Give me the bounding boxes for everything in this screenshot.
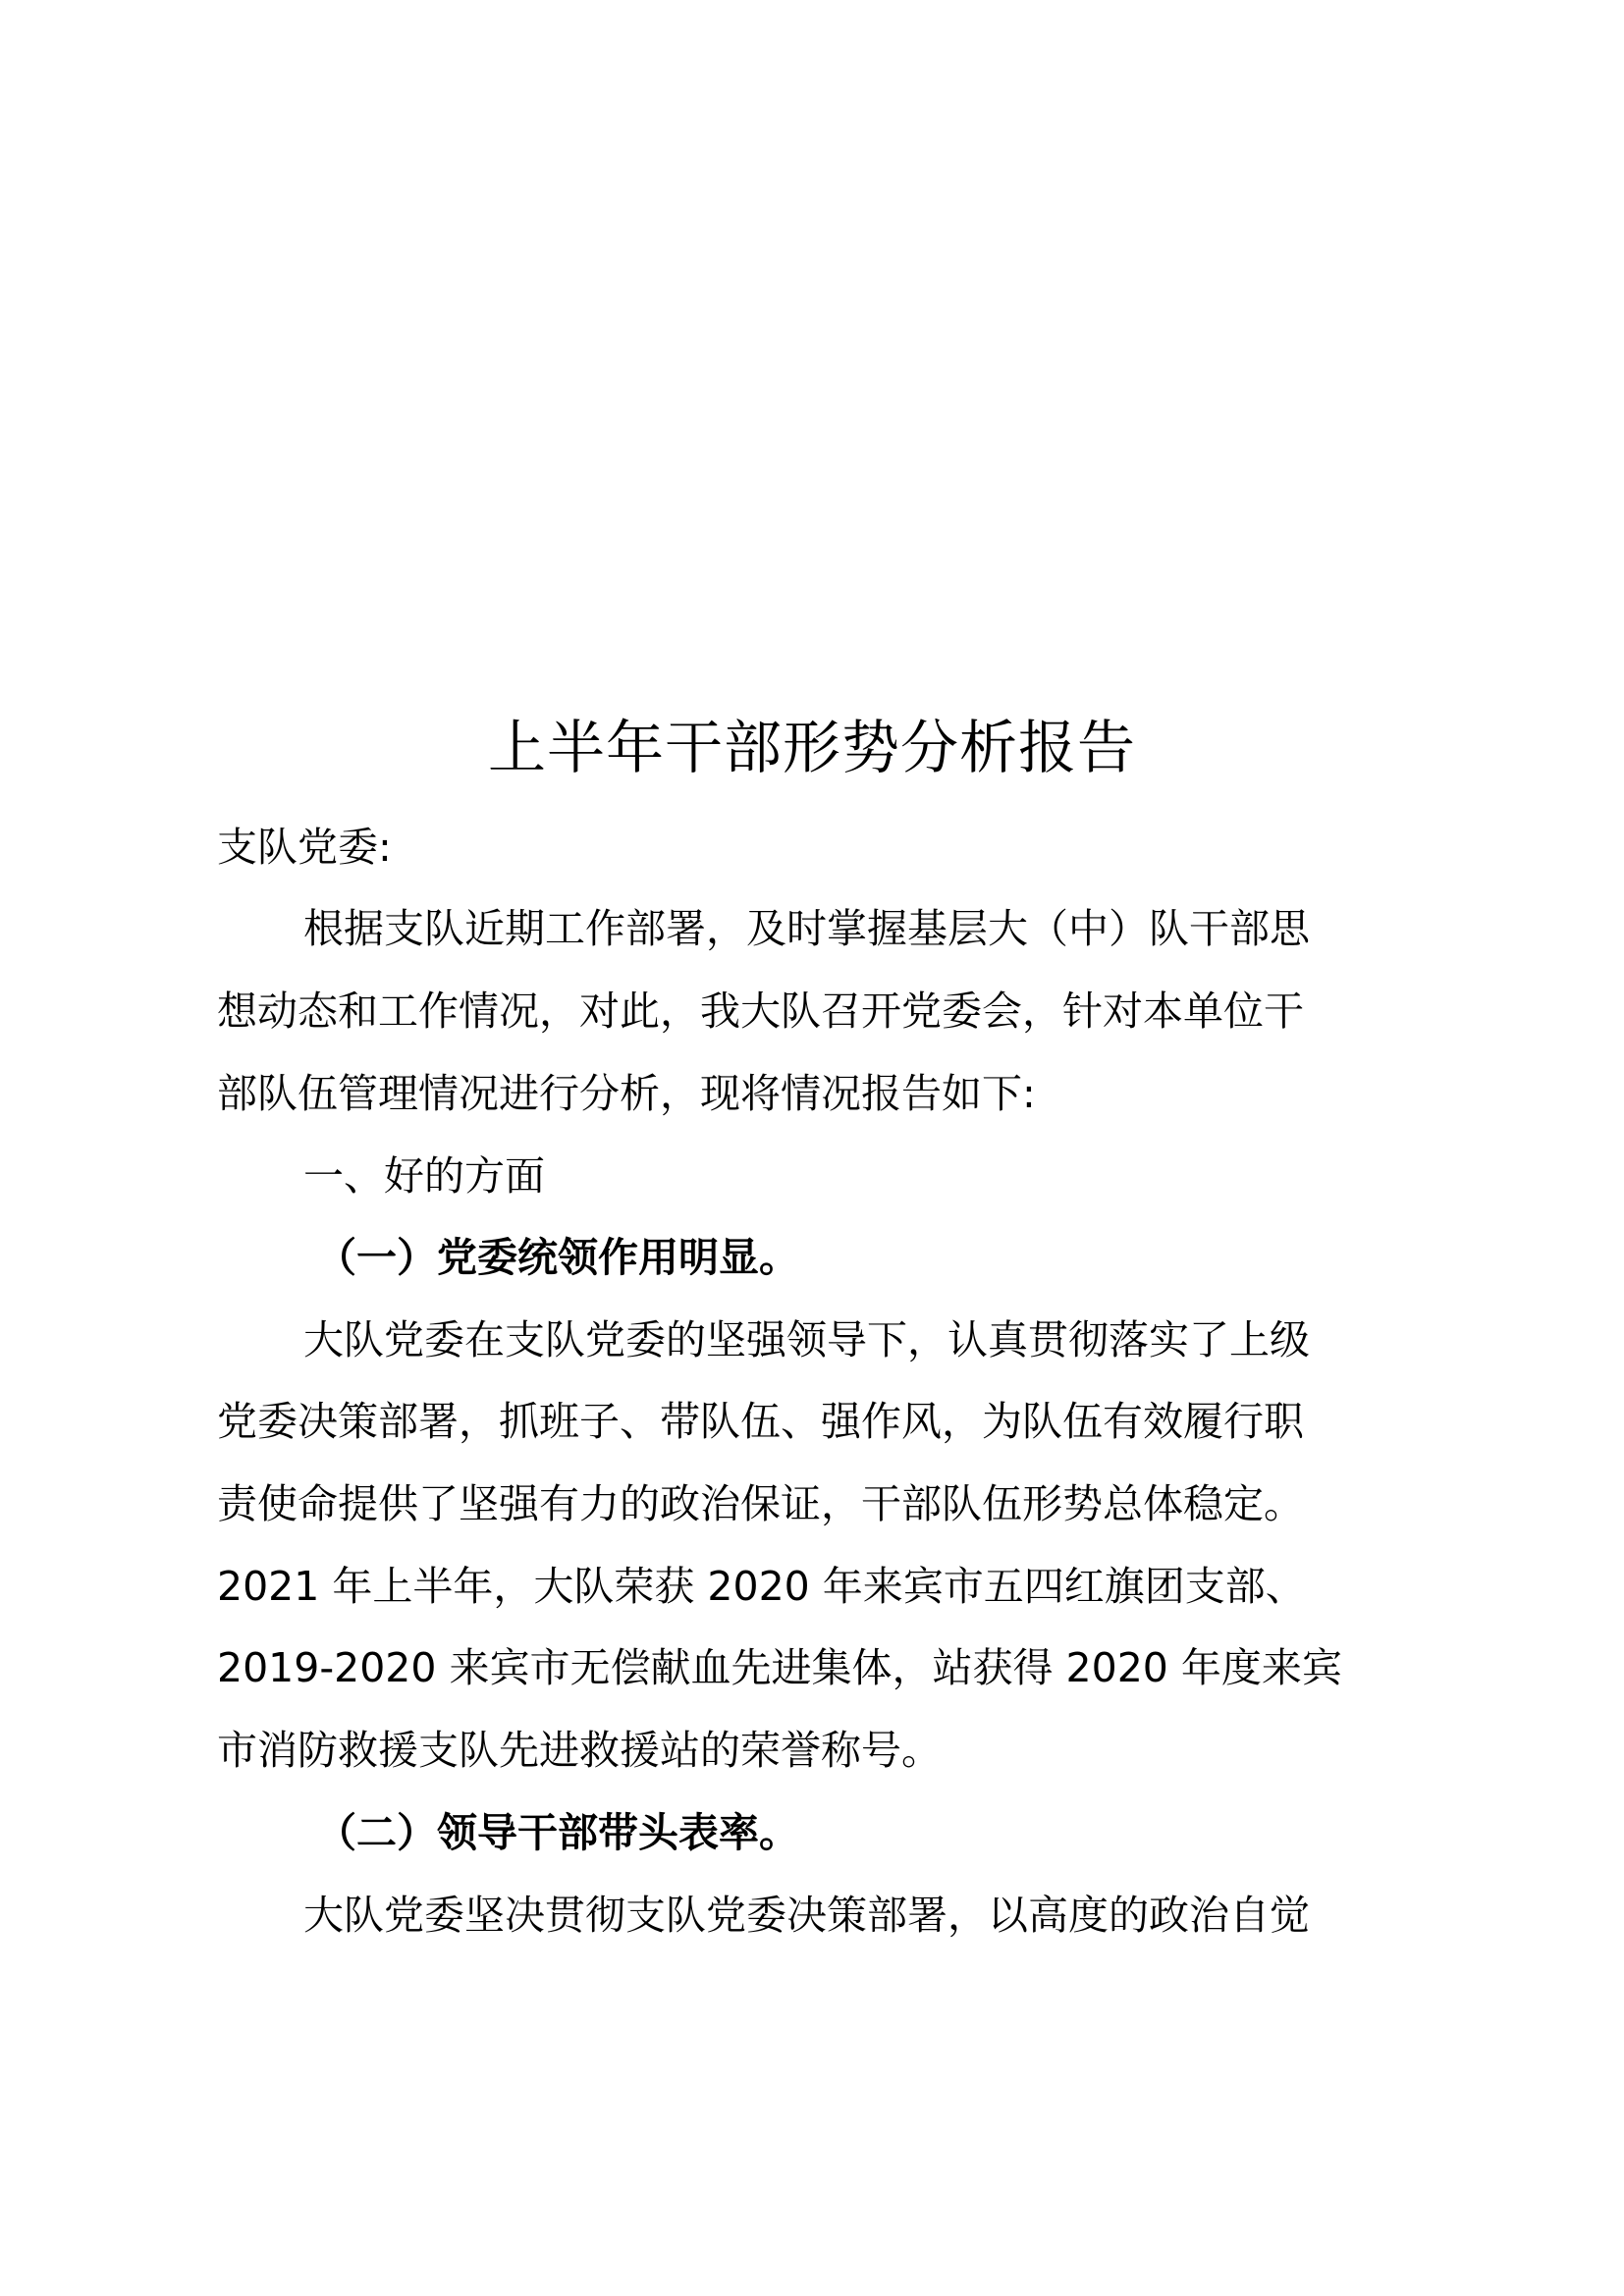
intro-line-3: 部队伍管理情况进行分析，现将情况报告如下:: [217, 1070, 1036, 1117]
sub-one-line-4: 2021 年上半年，大队荣获 2020 年来宾市五四红旗团支部、: [217, 1563, 1306, 1610]
sub-one-line-6: 市消防救援支队先进救援站的荣誉称号。: [217, 1727, 942, 1774]
subsection-heading-two: （二）领导干部带头表率。: [316, 1809, 799, 1856]
document-title: 上半年干部形势分析报告: [487, 714, 1136, 781]
sub-one-line-2: 党委决策部署，抓班子、带队伍、强作风，为队伍有效履行职: [217, 1398, 1304, 1445]
subsection-heading-one: （一）党委统领作用明显。: [316, 1234, 799, 1281]
sub-two-line-1: 大队党委坚决贯彻支队党委决策部署，以高度的政治自觉: [303, 1892, 1310, 1939]
sub-one-line-3: 责使命提供了坚强有力的政治保证，干部队伍形势总体稳定。: [217, 1480, 1304, 1527]
intro-line-1: 根据支队近期工作部署，及时掌握基层大（中）队干部思: [303, 905, 1310, 952]
sub-one-line-5: 2019-2020 来宾市无偿献血先进集体，站获得 2020 年度来宾: [217, 1644, 1342, 1691]
intro-line-2: 想动态和工作情况，对此，我大队召开党委会，针对本单位干: [217, 988, 1304, 1035]
section-heading-one: 一、好的方面: [303, 1152, 545, 1200]
sub-one-line-1: 大队党委在支队党委的坚强领导下，认真贯彻落实了上级: [303, 1316, 1310, 1363]
salutation: 支队党委:: [217, 824, 392, 871]
